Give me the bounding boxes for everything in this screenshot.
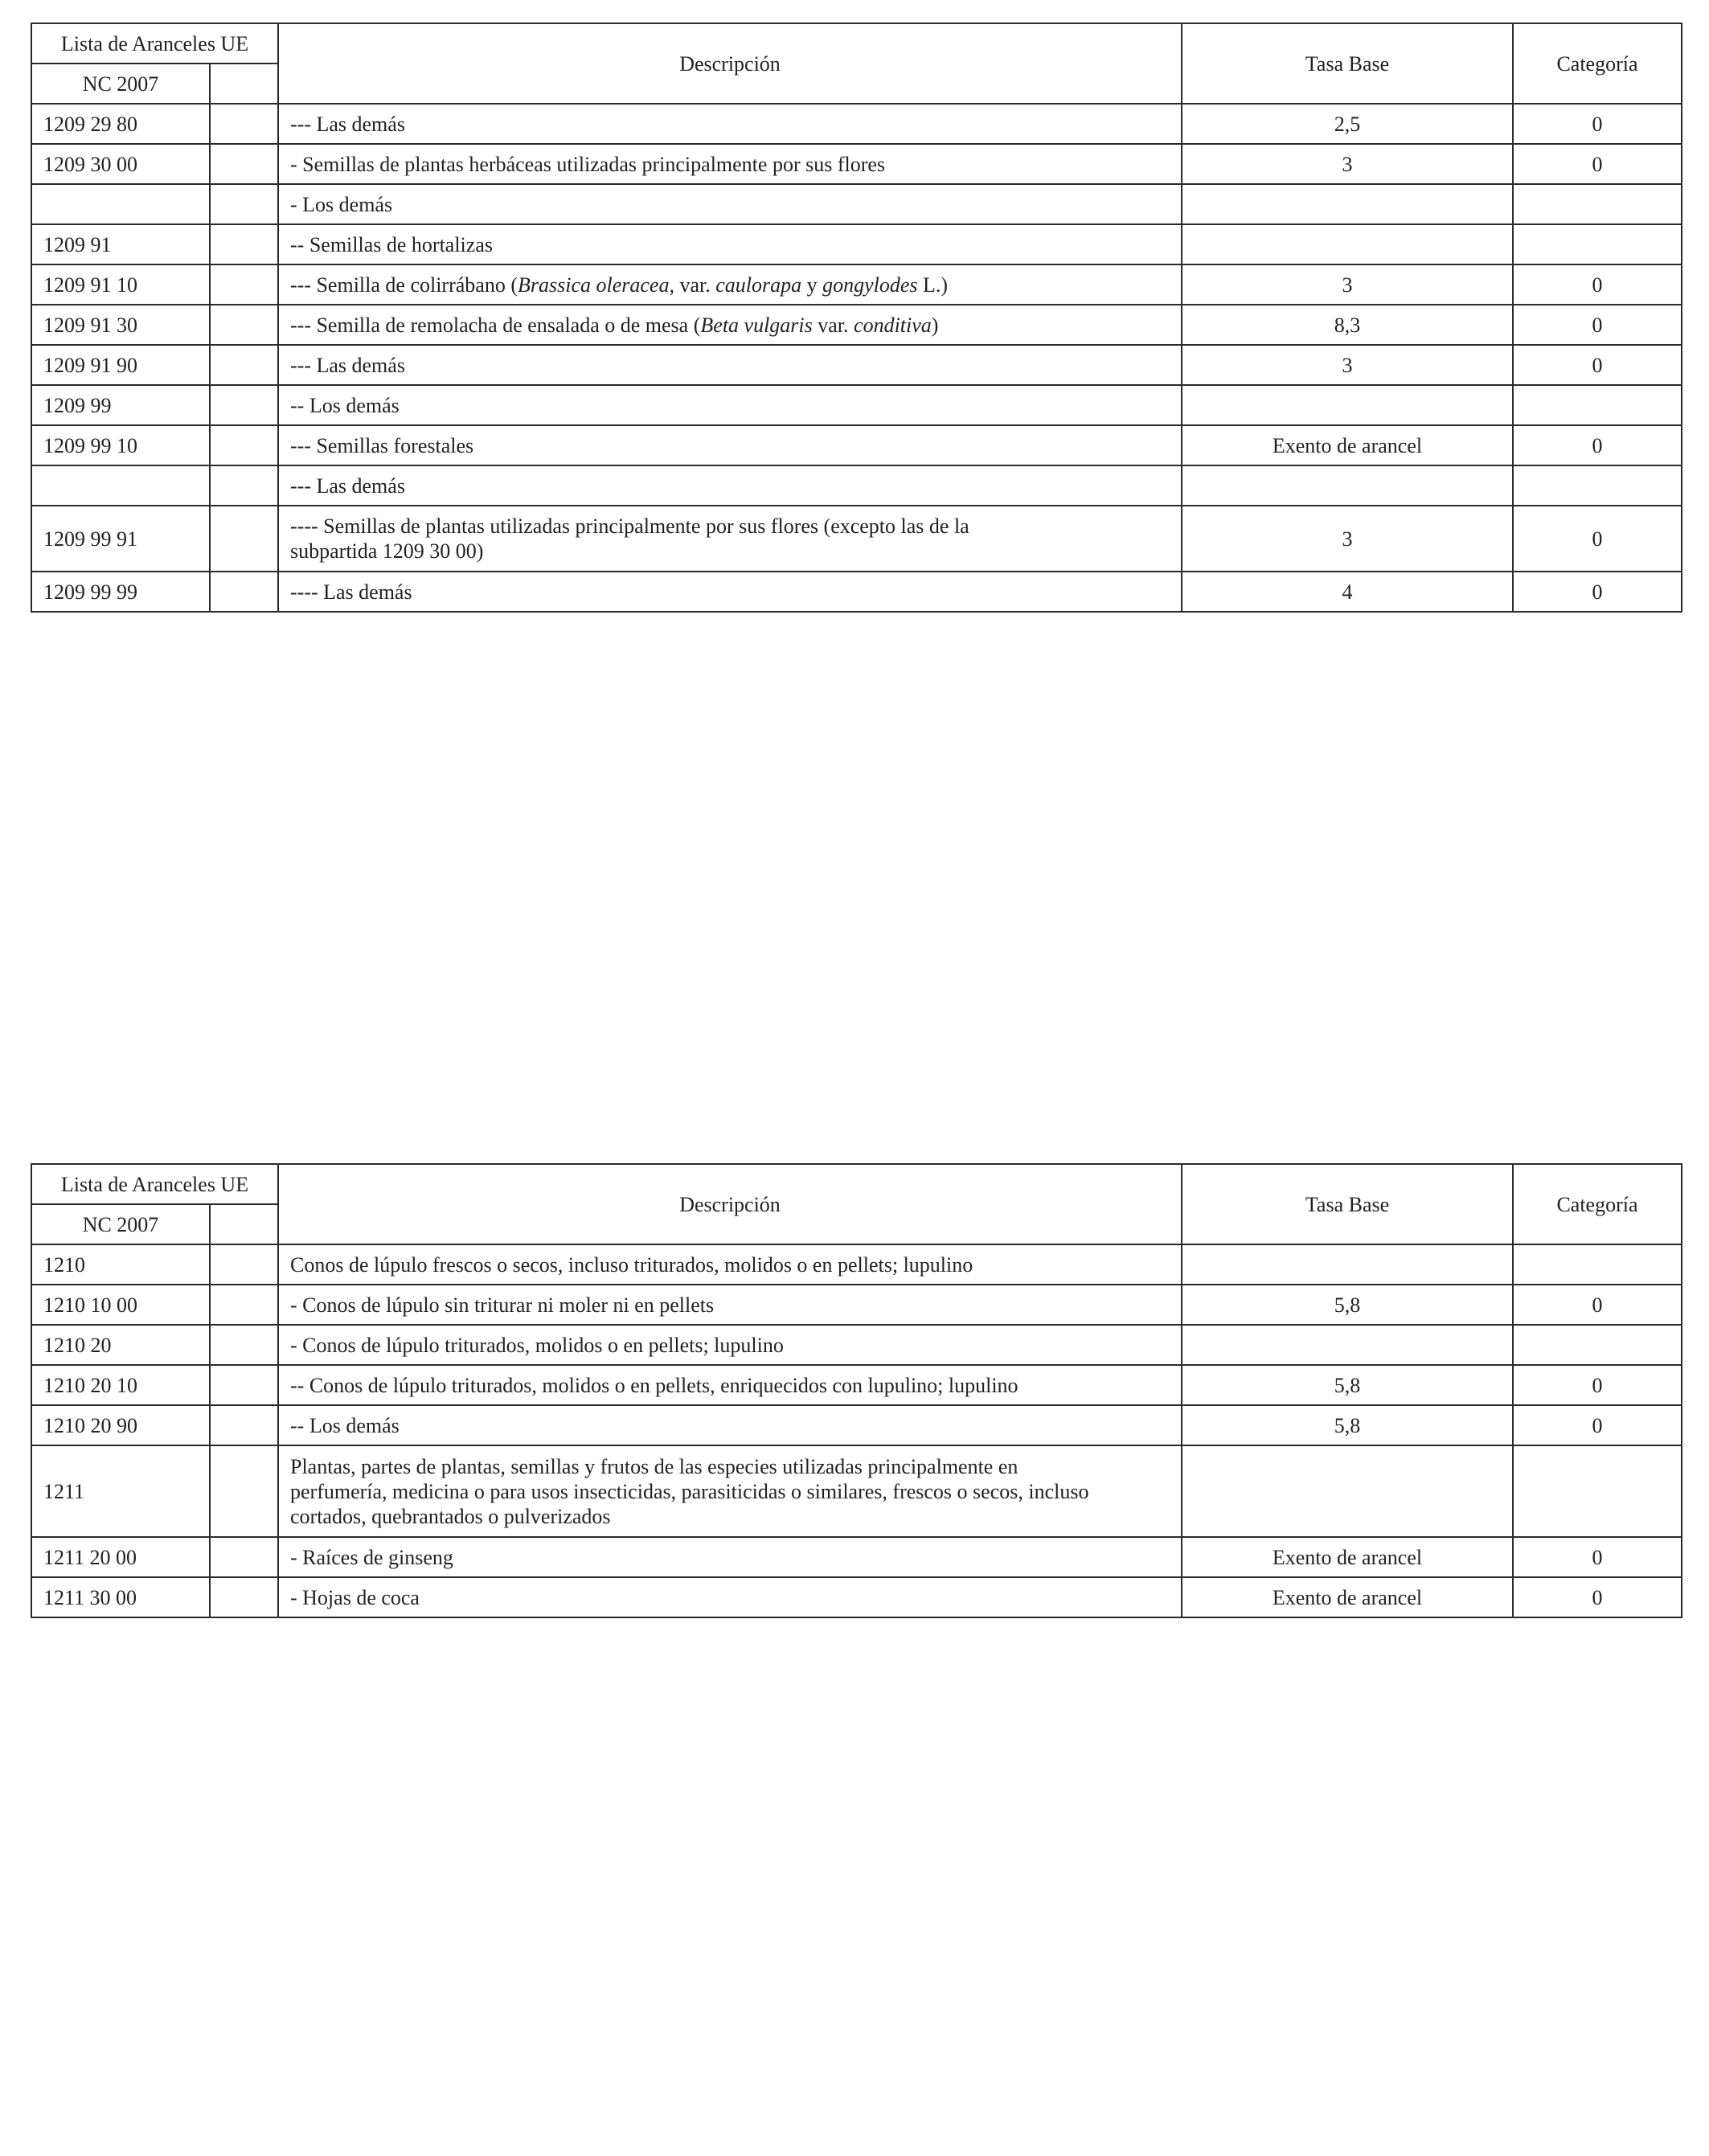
blank-cell [210,1405,278,1445]
blank-cell [210,425,278,465]
rate-cell: Exento de arancel [1182,1537,1513,1577]
table-row [31,224,1682,264]
scientific-name: caulorapa [715,273,802,297]
table-row [31,1405,1682,1445]
table-row [31,1445,1682,1537]
empty-header-cell [210,64,278,104]
description-cell: --- Las demás [278,345,1182,385]
code-cell: 1209 91 [31,224,210,264]
header-row [31,1164,1682,1204]
code-cell: 1210 20 90 [31,1405,210,1445]
description-cell [278,506,1182,572]
desc-line: Plantas, partes de plantas, semillas y frutos de las especies utilizadas principalmente en [290,1454,1018,1478]
desc-text: , var. [669,273,716,297]
desc-text: L.) [917,273,949,297]
table-row [31,465,1682,506]
rate-cell: 3 [1182,264,1513,305]
table-row [31,345,1682,385]
desc-line: cortados, quebrantados o pulverizados [290,1504,611,1528]
desc-text: --- Semilla de remolacha de ensalada o de mesa ( [290,313,701,337]
desc-text: --- Semilla de colirrábano ( [290,273,518,297]
rate-cell [1182,224,1513,264]
description-cell: - Hojas de coca [278,1577,1182,1617]
category-cell: 0 [1513,1577,1682,1617]
category-cell: 0 [1513,1285,1682,1325]
table-row [31,506,1682,572]
table-row [31,1244,1682,1285]
description-cell: -- Conos de lúpulo triturados, molidos o en pellets, enriquecidos con lupulino; lupulino [278,1365,1182,1405]
description-cell: Conos de lúpulo frescos o secos, incluso triturados, molidos o en pellets; lupulino [278,1244,1182,1285]
blank-cell [210,465,278,506]
desc-line: perfumería, medicina o para usos insecticidas, parasiticidas o similares, frescos o secos, incluso [290,1479,1089,1503]
description-header: Descripción [278,1164,1182,1244]
category-cell [1513,385,1682,425]
category-header: Categoría [1513,1164,1682,1244]
tariff-table-1 [31,23,1682,613]
description-cell: -- Los demás [278,1405,1182,1445]
description-cell: --- Semillas forestales [278,425,1182,465]
category-cell: 0 [1513,264,1682,305]
blank-cell [210,1365,278,1405]
category-cell [1513,465,1682,506]
scientific-name: gongylodes [822,273,918,297]
blank-cell [210,1285,278,1325]
table-row [31,184,1682,224]
rate-cell: Exento de arancel [1182,425,1513,465]
blank-cell [210,184,278,224]
code-cell [31,184,210,224]
category-cell [1513,1325,1682,1365]
list-label-cell: Lista de Aranceles UE [31,1164,278,1204]
table-row [31,144,1682,184]
category-cell: 0 [1513,1537,1682,1577]
category-cell: 0 [1513,104,1682,144]
code-cell: 1209 29 80 [31,104,210,144]
rate-cell: 8,3 [1182,305,1513,345]
table-row [31,305,1682,345]
rate-cell: 5,8 [1182,1405,1513,1445]
blank-cell [210,305,278,345]
code-cell: 1210 [31,1244,210,1285]
description-cell [278,1445,1182,1537]
table-row [31,104,1682,144]
code-cell: 1209 99 10 [31,425,210,465]
rate-cell: 5,8 [1182,1285,1513,1325]
description-cell: - Conos de lúpulo triturados, molidos o en pellets; lupulino [278,1325,1182,1365]
table-row [31,1285,1682,1325]
category-header: Categoría [1513,23,1682,104]
desc-text: y [801,273,823,297]
code-cell: 1211 30 00 [31,1577,210,1617]
description-cell: -- Los demás [278,385,1182,425]
category-cell [1513,184,1682,224]
rate-cell: Exento de arancel [1182,1577,1513,1617]
blank-cell [210,1537,278,1577]
blank-cell [210,144,278,184]
category-cell [1513,1244,1682,1285]
table-row [31,264,1682,305]
code-cell: 1209 99 99 [31,572,210,612]
blank-cell [210,1577,278,1617]
category-cell [1513,1445,1682,1537]
nc-label-cell: NC 2007 [31,64,210,104]
code-cell: 1209 91 10 [31,264,210,305]
rate-cell: 4 [1182,572,1513,612]
code-cell: 1211 [31,1445,210,1537]
category-cell [1513,224,1682,264]
rate-cell: 3 [1182,345,1513,385]
description-cell [278,264,1182,305]
category-cell: 0 [1513,506,1682,572]
description-cell: -- Semillas de hortalizas [278,224,1182,264]
table-row [31,1365,1682,1405]
blank-cell [210,572,278,612]
blank-cell [210,1244,278,1285]
blank-cell [210,345,278,385]
description-cell: - Semillas de plantas herbáceas utilizadas principalmente por sus flores [278,144,1182,184]
rate-cell [1182,465,1513,506]
code-cell: 1210 20 10 [31,1365,210,1405]
list-label-cell: Lista de Aranceles UE [31,23,278,64]
rate-cell: 5,8 [1182,1365,1513,1405]
base-rate-header: Tasa Base [1182,23,1513,104]
code-cell: 1211 20 00 [31,1537,210,1577]
table-row [31,572,1682,612]
category-cell: 0 [1513,144,1682,184]
rate-cell: 3 [1182,506,1513,572]
tariff-table-2 [31,1163,1682,1618]
code-cell: 1209 91 30 [31,305,210,345]
blank-cell [210,264,278,305]
rate-cell [1182,385,1513,425]
blank-cell [210,1325,278,1365]
rate-cell [1182,1244,1513,1285]
description-cell: - Conos de lúpulo sin triturar ni moler ni en pellets [278,1285,1182,1325]
blank-cell [210,104,278,144]
scientific-name: Beta vulgaris [700,313,813,337]
table-row [31,1577,1682,1617]
table-row [31,385,1682,425]
table-row [31,1537,1682,1577]
description-cell: --- Las demás [278,104,1182,144]
description-cell: ---- Las demás [278,572,1182,612]
category-cell: 0 [1513,1405,1682,1445]
category-cell: 0 [1513,1365,1682,1405]
rate-cell: 2,5 [1182,104,1513,144]
blank-cell [210,506,278,572]
category-cell: 0 [1513,572,1682,612]
code-cell: 1209 30 00 [31,144,210,184]
desc-text: ) [931,313,939,337]
nc-label-cell: NC 2007 [31,1204,210,1244]
rate-cell [1182,1445,1513,1537]
rate-cell: 3 [1182,144,1513,184]
base-rate-header: Tasa Base [1182,1164,1513,1244]
table-row [31,425,1682,465]
code-cell: 1210 20 [31,1325,210,1365]
rate-cell [1182,184,1513,224]
description-cell: --- Las demás [278,465,1182,506]
category-cell: 0 [1513,345,1682,385]
category-cell: 0 [1513,425,1682,465]
code-cell: 1209 91 90 [31,345,210,385]
desc-line: ---- Semillas de plantas utilizadas principalmente por sus flores (excepto las de la [290,514,969,538]
description-cell: - Raíces de ginseng [278,1537,1182,1577]
empty-header-cell [210,1204,278,1244]
blank-cell [210,1445,278,1537]
code-cell: 1209 99 91 [31,506,210,572]
header-row [31,23,1682,64]
rate-cell [1182,1325,1513,1365]
description-cell: - Los demás [278,184,1182,224]
scientific-name: Brassica oleracea [518,273,670,297]
description-header: Descripción [278,23,1182,104]
desc-text: var. [812,313,854,337]
description-cell [278,305,1182,345]
desc-line: subpartida 1209 30 00) [290,539,484,563]
code-cell: 1209 99 [31,385,210,425]
blank-cell [210,385,278,425]
table-row [31,1325,1682,1365]
scientific-name: conditiva [854,313,932,337]
code-cell [31,465,210,506]
category-cell: 0 [1513,305,1682,345]
code-cell: 1210 10 00 [31,1285,210,1325]
blank-cell [210,224,278,264]
